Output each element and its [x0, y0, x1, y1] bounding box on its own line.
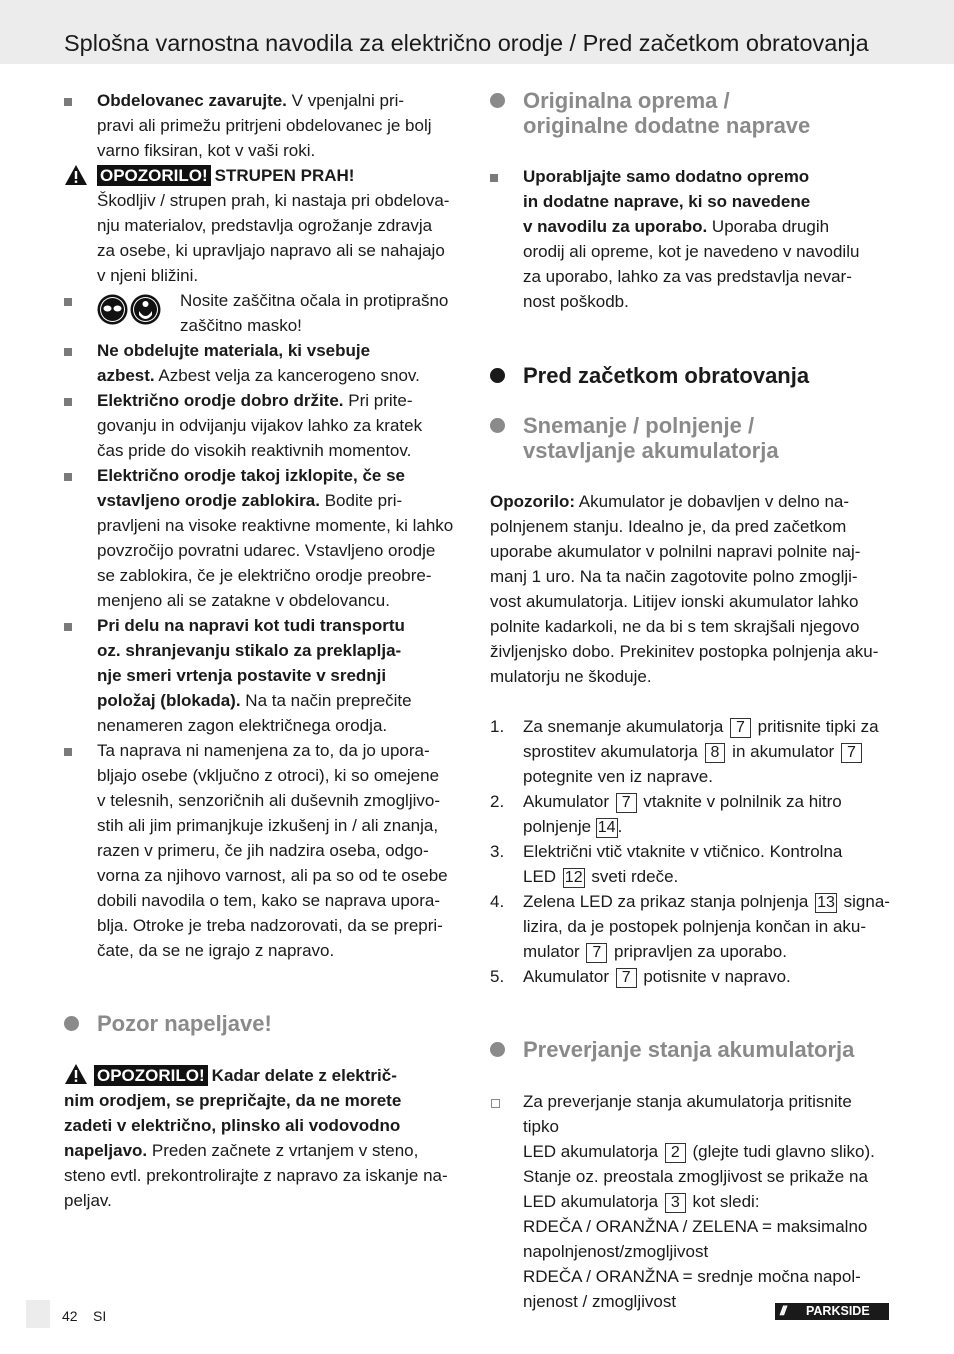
safety-goggles-icon — [97, 293, 161, 326]
note-paragraph: Opozorilo: Akumulator je dobavljen v delno na- polnjenem stanju. Idealno je, da pred začetkom uporabe akumulator v polnilni napravi polnite naj- manj 1 uro. Na ta način zagotovite polno zmoglji- vost akumulatorja. Litijev ionski akumulator lahko polnite kadarkoli, ne da bi s tem skrajšali njegovo življenjsko dobo. Prekinitev postopka polnjenja aku- mulatorju ne škoduje. — [490, 492, 879, 686]
bullet-icon — [64, 98, 72, 106]
section-heading: Preverjanje stanja akumulatorja — [490, 1037, 890, 1062]
bullet-icon — [64, 298, 72, 306]
page-number: 42 — [62, 1308, 78, 1324]
brand-logo — [775, 1303, 889, 1320]
list-item: Nosite zaščitna očala in protiprašno zaščitno masko! — [64, 288, 464, 338]
ref-box: 14 — [597, 819, 616, 836]
warning-triangle-icon — [64, 1063, 88, 1085]
checkbox-bullet-icon — [491, 1099, 500, 1108]
warning-triangle-icon — [64, 164, 88, 186]
ref-box: 7 — [586, 943, 607, 963]
list-item: 1. Za snemanje akumulatorja 7 pritisnite tipki za sprostitev akumulatorja 8 in akumulator 7 potegnite ven iz naprave. — [490, 717, 879, 786]
bullet-icon — [64, 473, 72, 481]
list-item: 4. Zelena LED za prikaz stanja polnjenja 13 signa- lizira, da je postopek polnjenja končan in aku- mulator 7 pripravljen za uporabo. — [490, 892, 890, 961]
list-item: Pri delu na napravi kot tudi transportu oz. shranjevanju stikalo za preklaplja- nje smeri vrtenja postavite v srednji položaj (blokada). Na ta način preprečite nenameren zagon električnega orodja. — [64, 613, 464, 738]
ref-box: 12 — [564, 869, 583, 886]
warning-label: OPOZORILO! — [97, 165, 211, 186]
section-bullet-icon — [490, 368, 505, 383]
ref-box: 7 — [616, 968, 637, 988]
section-bullet-icon — [490, 1042, 505, 1057]
section-heading: Snemanje / polnjenje / vstavljanje akumulatorja — [490, 413, 890, 463]
language-code: SI — [93, 1308, 107, 1324]
bullet-icon — [64, 398, 72, 406]
section-heading: Pozor napeljave! — [64, 1011, 464, 1036]
list-item: 3. Električni vtič vtaknite v vtičnico. Kontrolna LED 12 sveti rdeče. — [490, 842, 843, 886]
ref-box: 7 — [730, 718, 751, 738]
bullet-icon — [490, 174, 498, 182]
section-bullet-icon — [64, 1016, 79, 1031]
page-number-tab — [26, 1300, 50, 1328]
page-header — [0, 0, 954, 64]
ref-box: 13 — [817, 894, 835, 911]
left-column — [64, 88, 464, 1213]
brand-name: PARKSIDE — [806, 1304, 870, 1318]
list-item: Ta naprava ni namenjena za to, da jo upora- bljajo osebe (vključno z otroci), ki so omejene v telesnih, senzoričnih ali duševnih zmogljivo- stih ali jim primanjkuje izkušenj in / ali znanja, razen v primeru, če jih nadzira oseba, odgo- vorna za njihovo varnost, ali pa so od te osebe dobili navodila o tem, kako se naprava upora- blja. Otroke je treba nadzorovati, da se prepri- čate, da se ne igrajo z napravo. — [64, 738, 464, 963]
bullet-icon — [64, 623, 72, 631]
list-item: Uporabljajte samo dodatno opremo in dodatne naprave, ki so navedene v navodilu za uporabo. Uporaba drugih orodij ali opreme, kot je navedeno v navodilu za uporabo, lahko za vas predstavlja nevar- nost poškodb. — [490, 164, 890, 314]
warning-block: OPOZORILO! Kadar delate z električ- nim orodjem, se prepričajte, da ne morete zadeti v električno, plinsko ali vodovodno napeljavo. Preden začnete z vrtanjem v steno, steno evtl. prekontrolirajte z napravo za iskanje na- peljav. — [64, 1063, 464, 1213]
ref-box: 2 — [665, 1143, 686, 1163]
section-heading: Pred začetkom obratovanja — [490, 363, 890, 388]
ref-box: 7 — [841, 743, 862, 763]
warning-label: OPOZORILO! — [94, 1065, 208, 1086]
list-item: Električno orodje takoj izklopite, če se vstavljeno orodje zablokira. Bodite pri- pravljeni na visoke reaktivne momente, ki lahko povzročijo povratni udarec. Vstavljeno orodje se zablokira, če je električno orodje preobre- menjeno ali se zatakne v obdelovancu. — [64, 463, 464, 613]
list-item: Ne obdelujte materiala, ki vsebuje azbest. Azbest velja za kancerogeno snov. — [64, 338, 464, 388]
section-heading: Originalna oprema / originalne dodatne naprave — [490, 88, 890, 138]
ref-box: 7 — [616, 793, 637, 813]
right-column — [490, 88, 890, 1314]
logo-stripes-icon: /// — [780, 1304, 785, 1318]
list-item: Obdelovanec zavarujte. V vpenjalni pri- pravi ali primežu pritrjeni obdelovanec je bolj varno fiksiran, kot v vaši roki. — [64, 88, 464, 163]
list-item: 2. Akumulator 7 vtaknite v polnilnik za hitro polnjenje 14 . — [490, 792, 842, 836]
list-item: Električno orodje dobro držite. Pri prite- govanju in odvijanju vijakov lahko za kratek čas pride do visokih reaktivnih momentov. — [64, 388, 464, 463]
page-title: Splošna varnostna navodila za električno orodje / Pred začetkom obratovanja — [64, 30, 869, 56]
steps-list — [490, 714, 890, 989]
warning-block: OPOZORILO! STRUPEN PRAH! Škodljiv / strupen prah, ki nastaja pri obdelova- nju materialov, predstavlja ogrožanje zdravja za osebe, ki upravljajo napravo ali se nahajajo v njeni bližini. — [64, 163, 464, 288]
list-item: 5. Akumulator 7 potisnite v napravo. — [490, 967, 791, 986]
ref-box: 3 — [665, 1193, 686, 1213]
bullet-icon — [64, 748, 72, 756]
bullet-icon — [64, 348, 72, 356]
section-bullet-icon — [490, 93, 505, 108]
ref-box: 8 — [705, 743, 726, 763]
section-bullet-icon — [490, 418, 505, 433]
list-item: Za preverjanje stanja akumulatorja pritisnite tipko LED akumulatorja 2 (glejte tudi glavno sliko). Stanje oz. preostala zmogljivost se prikaže na LED akumulatorja 3 kot sledi: RDEČA / ORANŽNA / ZELENA = maksimalno napolnjenost/zmogljivost RDEČA / ORANŽNA = srednje močna napol- njenost / zmogljivost — [490, 1089, 890, 1314]
